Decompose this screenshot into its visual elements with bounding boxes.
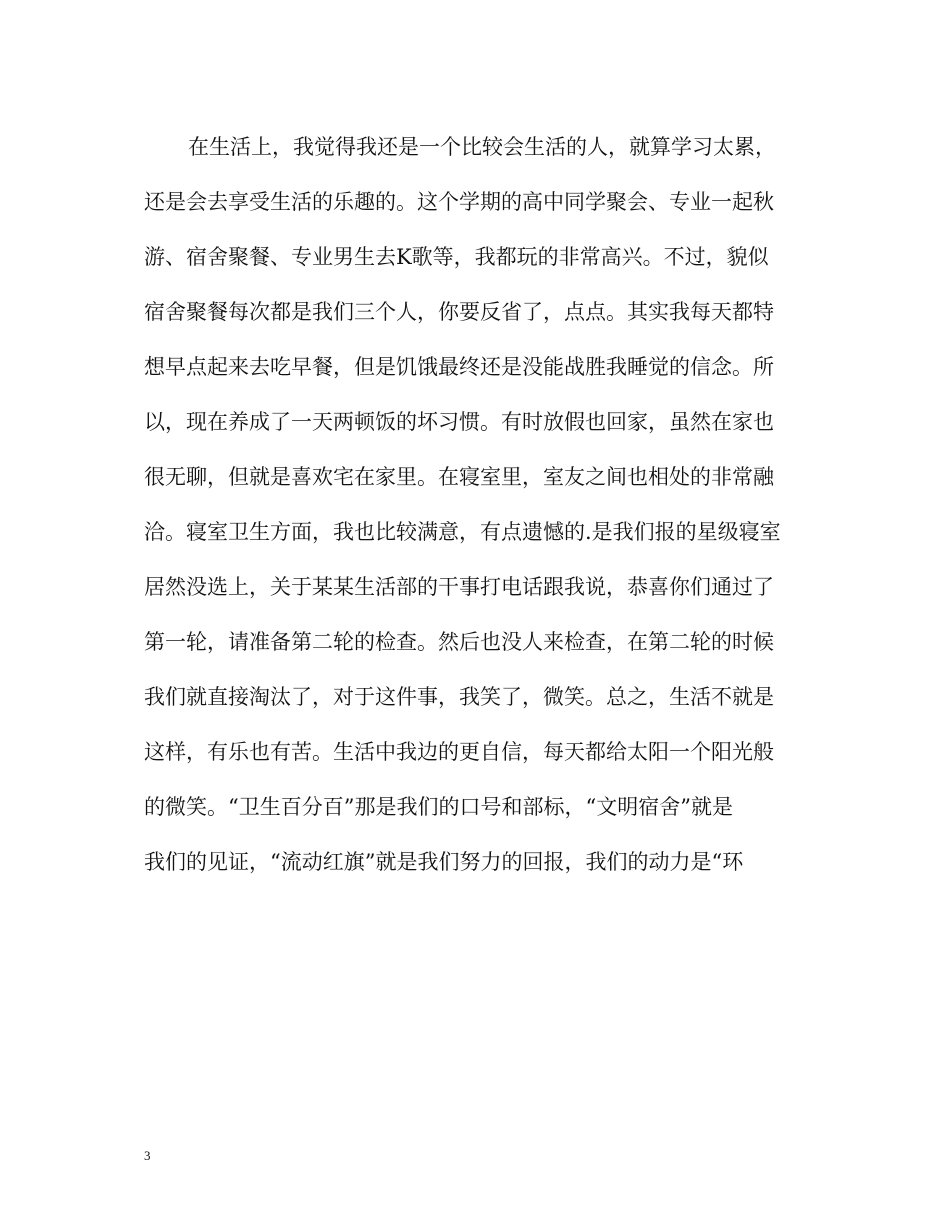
text-line: 很无聊，但就是喜欢宅在家里。在寝室里，室友之间也相处的非常融 xyxy=(144,465,774,489)
text-line: 洽。寝室卫生方面，我也比较满意，有点遗憾的.是我们报的星级寝室 xyxy=(144,520,781,544)
text-line: 还是会去享受生活的乐趣的。这个学期的高中同学聚会、专业一起秋 xyxy=(144,190,774,214)
page-number: 3 xyxy=(144,1148,151,1163)
text-line: 以，现在养成了一天两顿饭的坏习惯。有时放假也回家，虽然在家也 xyxy=(144,410,774,434)
text-line: 居然没选上，关于某某生活部的干事打电话跟我说，恭喜你们通过了 xyxy=(144,575,774,599)
text-line: 宿舍聚餐每次都是我们三个人，你要反省了，点点。其实我每天都特 xyxy=(144,300,774,324)
text-line: 在生活上，我觉得我还是一个比较会生活的人，就算学习太累， xyxy=(188,135,776,159)
body-paragraph xyxy=(144,120,814,890)
text-line: 我们就直接淘汰了，对于这件事，我笑了，微笑。总之，生活不就是 xyxy=(144,685,774,709)
text-line: 的微笑。“卫生百分百”那是我们的口号和部标，“文明宿舍”就是 xyxy=(144,795,733,819)
text-line: 游、宿舍聚餐、专业男生去K歌等，我都玩的非常高兴。不过，貌似 xyxy=(144,245,769,269)
text-line: 这样，有乐也有苦。生活中我边的更自信，每天都给太阳一个阳光般 xyxy=(144,740,774,764)
text-line: 第一轮，请准备第二轮的检查。然后也没人来检查，在第二轮的时候 xyxy=(144,630,774,654)
text-line: 想早点起来去吃早餐，但是饥饿最终还是没能战胜我睡觉的信念。所 xyxy=(144,355,774,379)
text-line: 我们的见证，“流动红旗”就是我们努力的回报，我们的动力是“环 xyxy=(144,850,744,874)
